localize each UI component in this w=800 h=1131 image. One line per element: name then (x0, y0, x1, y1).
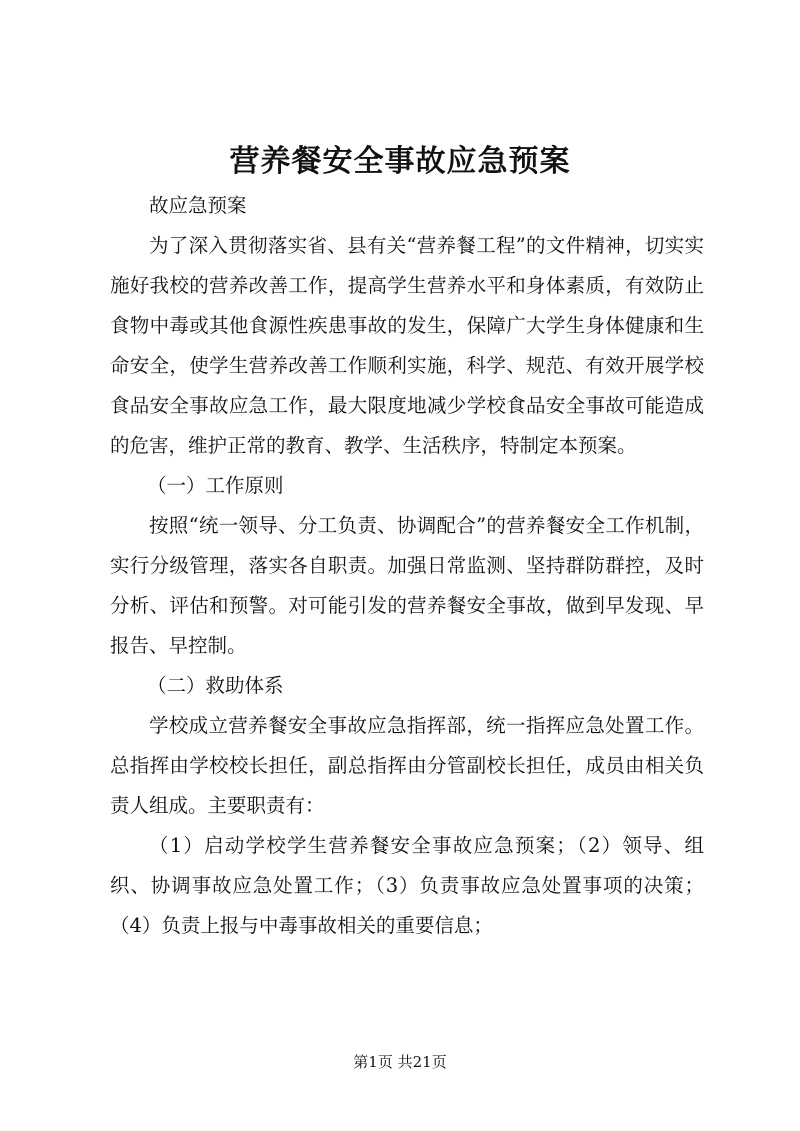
section-heading-principles: （一）工作原则 (147, 474, 284, 497)
document-title: 营养餐安全事故应急预案 (229, 144, 571, 179)
section-heading-rescue: （二）救助体系 (147, 674, 284, 697)
document-body (110, 186, 704, 946)
rescue-paragraph: 学校成立营养餐安全事故应急指挥部，统一指挥应急处置工作。总指挥由学校校长担任，副总指挥由分管副校长担任，成员由相关负责人组成。主要职责有： (110, 714, 704, 817)
page-number-footer: 第1页 共21页 (353, 1053, 447, 1071)
intro-paragraph: 为了深入贯彻落实省、县有关“营养餐工程”的文件精神，切实实施好我校的营养改善工作，提高学生营养水平和身体素质，有效防止食物中毒或其他食源性疾患事故的发生，保障广大学生身体健康和生命安全，使学生营养改善工作顺利实施，科学、规范、有效开展学校食品安全事故应急工作，最大限度地减少学校食品安全事故可能造成的危害，维护正常的教育、教学、生活秩序，特制定本预案。 (110, 234, 704, 457)
principles-paragraph: 按照“统一领导、分工负责、协调配合”的营养餐安全工作机制，实行分级管理，落实各自职责。加强日常监测、坚持群防群控，及时分析、评估和预警。对可能引发的营养餐安全事故，做到早发现、早报告、早控制。 (110, 514, 704, 657)
duties-paragraph: （1）启动学校学生营养餐安全事故应急预案；（2）领导、组织、协调事故应急处置工作；（3）负责事故应急处置事项的决策；（4）负责上报与中毒事故相关的重要信息； (110, 834, 704, 937)
subtitle-line: 故应急预案 (149, 194, 247, 217)
